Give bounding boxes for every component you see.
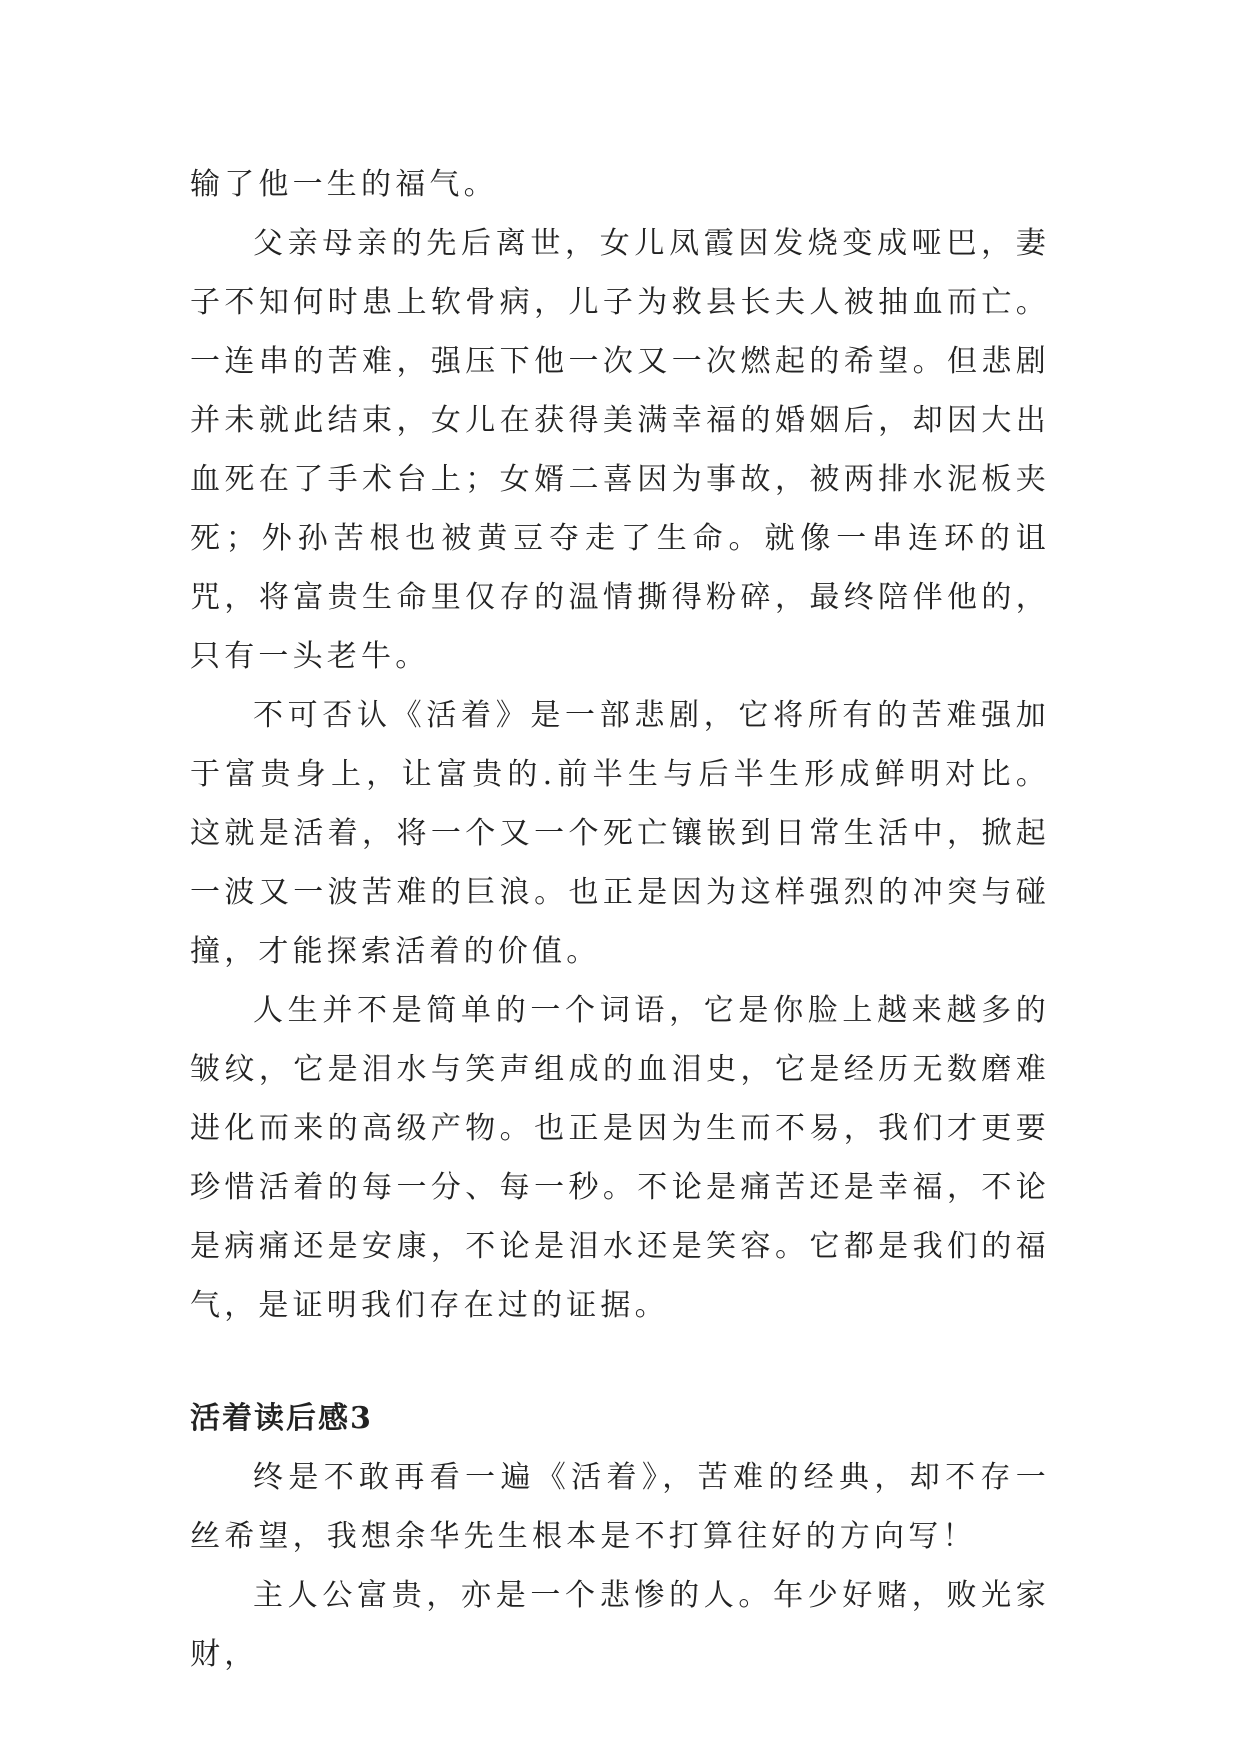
paragraph-continuation: 输了他一生的福气。 xyxy=(190,167,498,202)
section-heading: 活着读后感3 xyxy=(190,1401,373,1436)
paragraph: 终是不敢再看一遍《活着》，苦难的经典，却不存一丝希望，我想余华先生根本是不打算往好的方向写！ xyxy=(190,1460,1050,1554)
paragraph: 不可否认《活着》是一部悲剧，它将所有的苦难强加于富贵身上，让富贵的.前半生与后半生形成鲜明对比。这就是活着，将一个又一个死亡镶嵌到日常生活中，掀起一波又一波苦难的巨浪。也正是因为这样强烈的冲突与碰撞，才能探索活着的价值。 xyxy=(190,698,1050,969)
paragraph: 人生并不是简单的一个词语，它是你脸上越来越多的皱纹，它是泪水与笑声组成的血泪史，它是经历无数磨难进化而来的高级产物。也正是因为生而不易，我们才更要珍惜活着的每一分、每一秒。不论是痛苦还是幸福，不论是病痛还是安康，不论是泪水还是笑容。它都是我们的福气，是证明我们存在过的证据。 xyxy=(190,993,1050,1323)
paragraph: 主人公富贵，亦是一个悲惨的人。年少好赌，败光家财， xyxy=(190,1578,1050,1672)
document-body xyxy=(190,155,1050,1684)
paragraph: 父亲母亲的先后离世，女儿凤霞因发烧变成哑巴，妻子不知何时患上软骨病，儿子为救县长夫人被抽血而亡。一连串的苦难，强压下他一次又一次燃起的希望。但悲剧并未就此结束，女儿在获得美满幸福的婚姻后，却因大出血死在了手术台上；女婿二喜因为事故，被两排水泥板夹死；外孙苦根也被黄豆夺走了生命。就像一串连环的诅咒，将富贵生命里仅存的温情撕得粉碎，最终陪伴他的，只有一头老牛。 xyxy=(190,226,1050,674)
